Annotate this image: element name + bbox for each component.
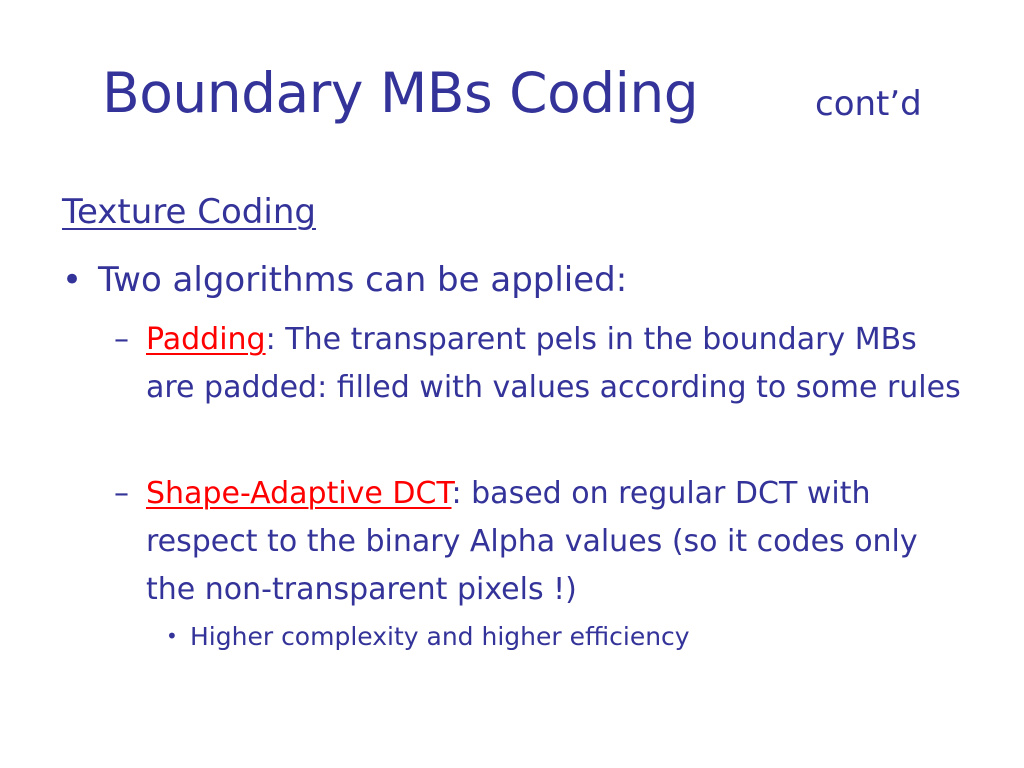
slide-title: Boundary MBs Coding xyxy=(102,61,699,125)
bullet-text: Two algorithms can be applied: xyxy=(98,260,628,300)
sub-sub-bullet-text: Higher complexity and higher efficiency xyxy=(190,622,690,651)
section-heading: Texture Coding xyxy=(62,192,316,232)
term-padding: Padding xyxy=(146,322,266,357)
term-shape-adaptive-dct: Shape-Adaptive DCT xyxy=(146,476,452,511)
slide-title-suffix: cont’d xyxy=(815,84,922,124)
sub-item-description: : based on regular DCT with respect to the binary Alpha values (so it codes only the non-transparent pixels !) xyxy=(146,476,918,607)
sub-sub-bullet-item xyxy=(166,622,690,652)
dash-marker: – xyxy=(114,322,129,357)
bullet-marker: • xyxy=(166,624,178,648)
sub-item-description: : The transparent pels in the boundary MBs are padded: filled with values according to some rules xyxy=(146,322,961,405)
dash-marker: – xyxy=(114,476,129,511)
bullet-item xyxy=(62,262,627,299)
sub-item-body xyxy=(146,470,964,614)
bullet-marker: • xyxy=(62,260,83,300)
sub-item-padding xyxy=(114,316,964,412)
sub-item-shape-adaptive-dct xyxy=(114,470,964,614)
sub-item-body xyxy=(146,316,964,412)
